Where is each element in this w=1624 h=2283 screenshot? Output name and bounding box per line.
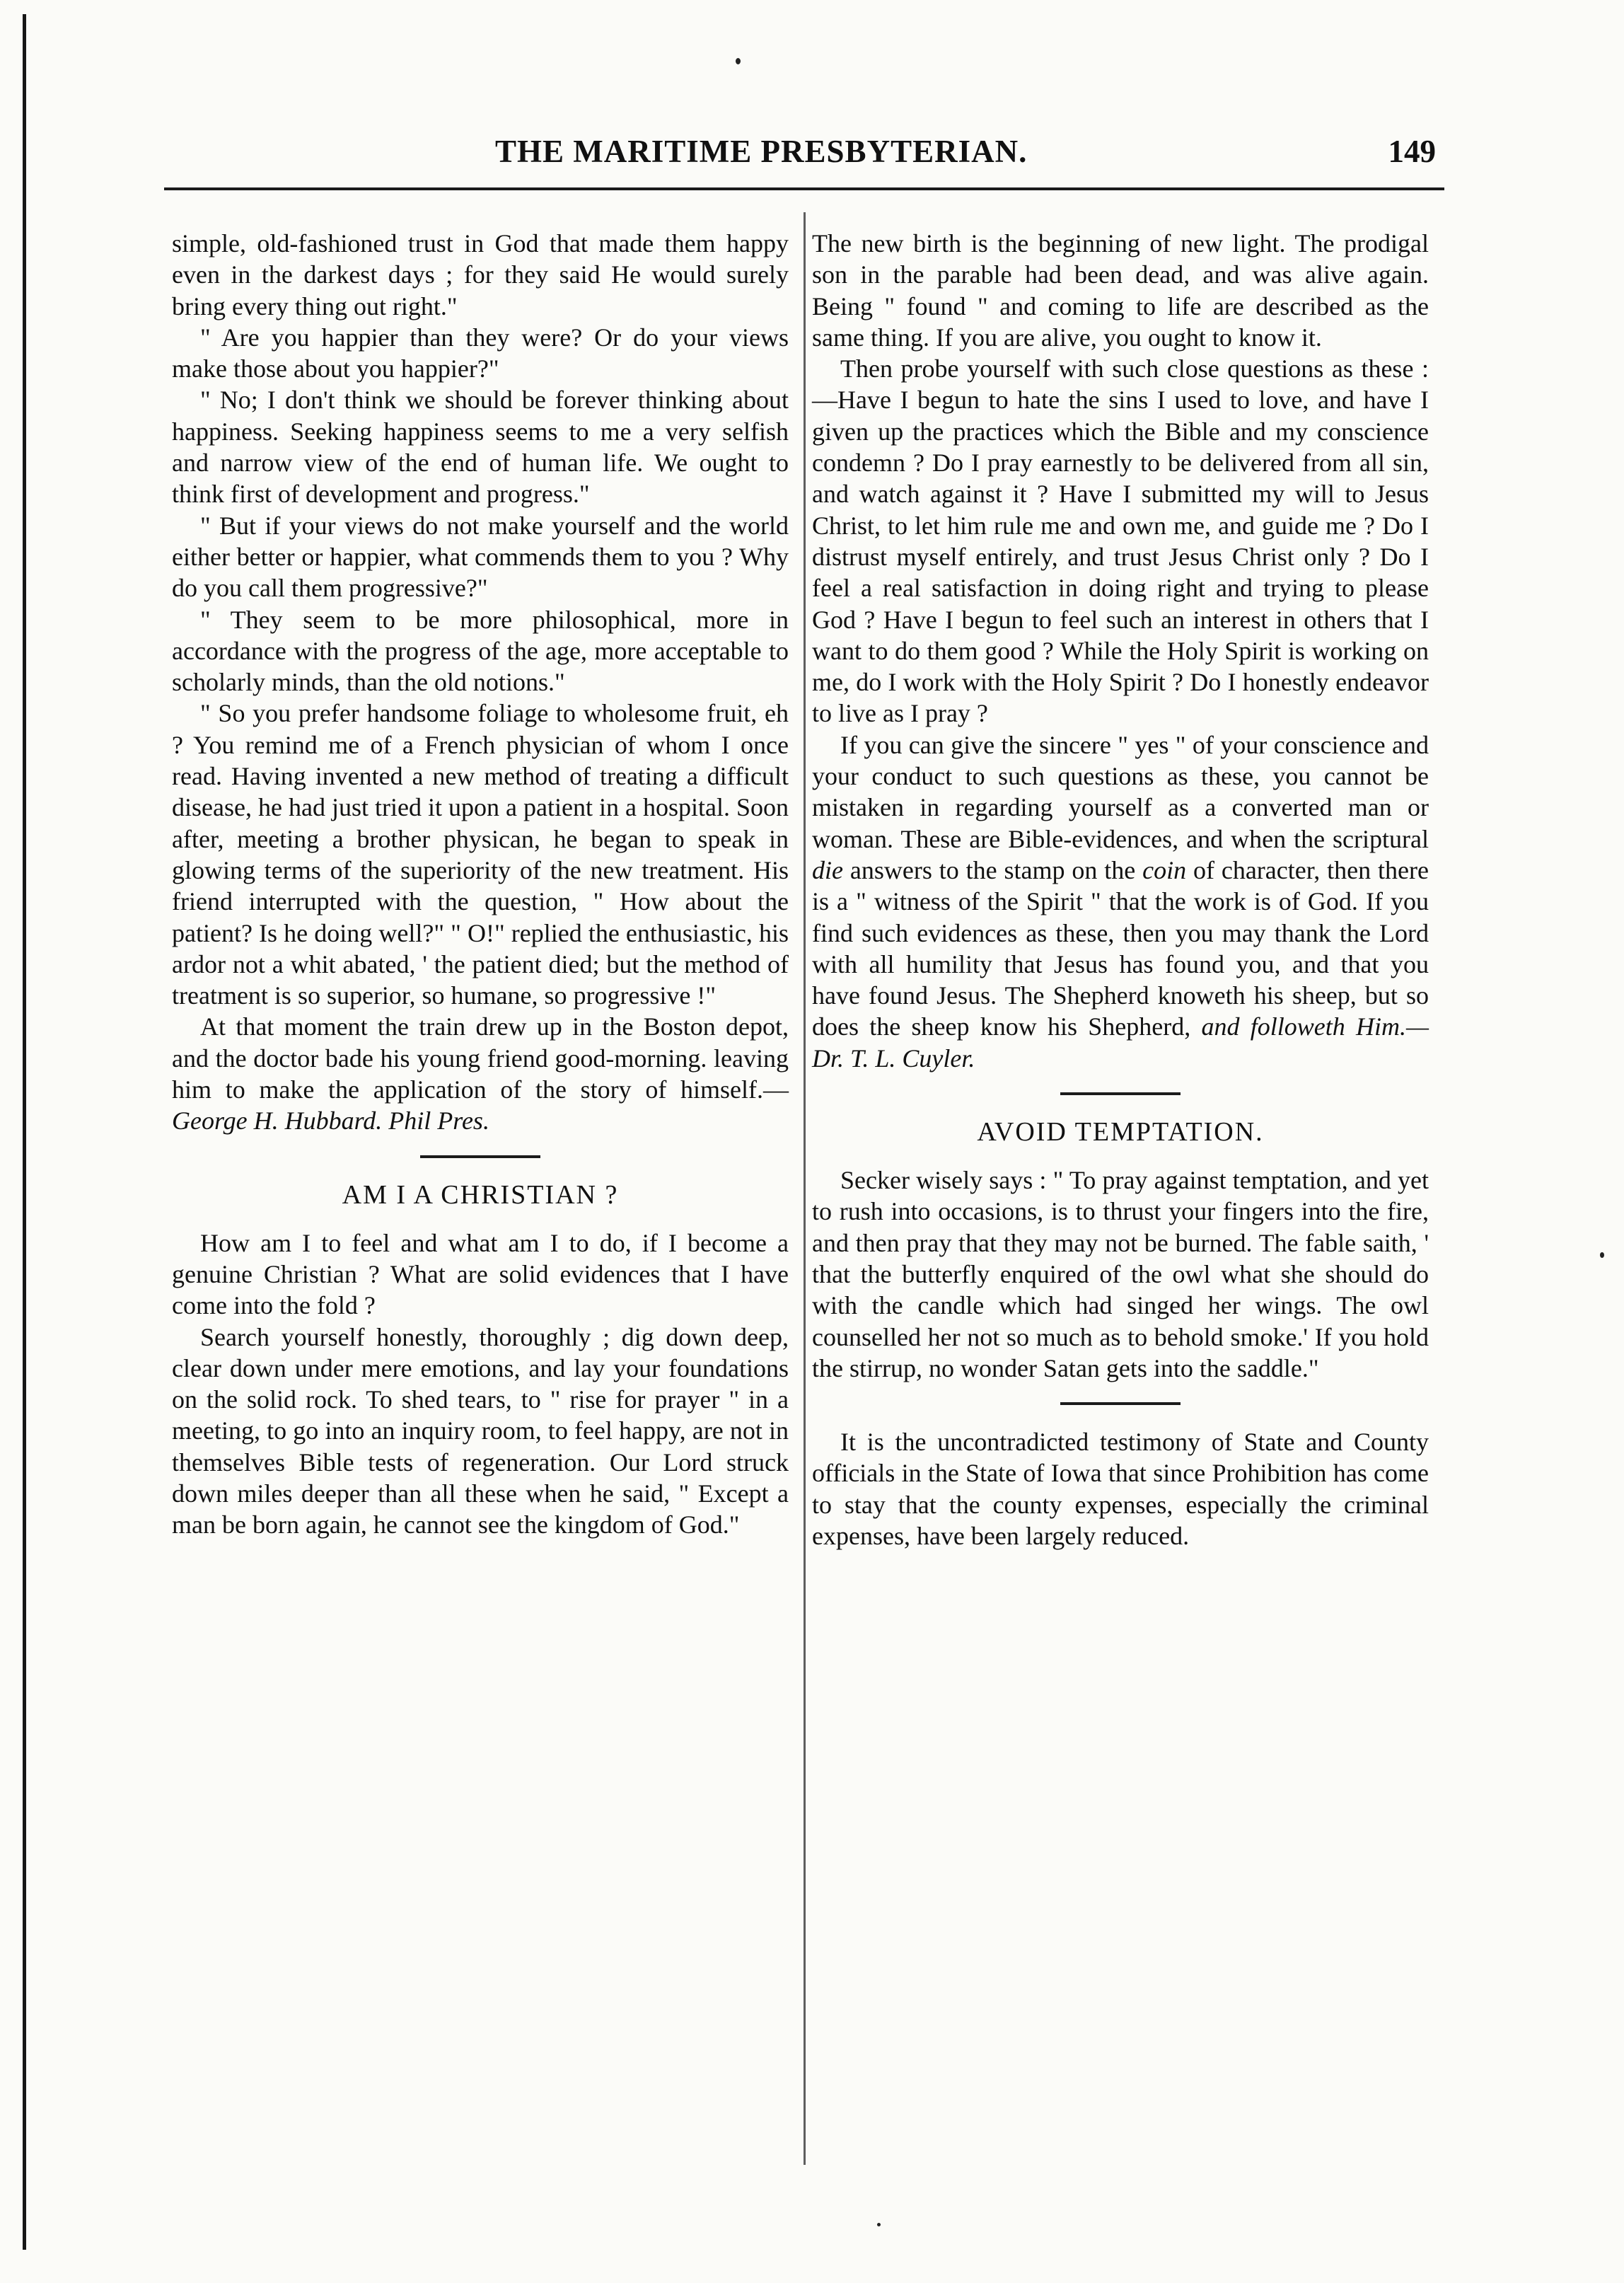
story-paragraph: " They seem to be more philosophical, more in accordance with the progress of the age, more acceptable to scholarly minds, than the old notions." — [172, 605, 789, 697]
story-closing-paragraph — [172, 1011, 789, 1136]
temptation-paragraph: Secker wisely says : " To pray against temptation, and yet to rush into occasions, is to thrust your fingers into the fire, and then pray that they may not be burned. The fable saith, ' that the butterfly enquired of the owl what she should do with the candle which had singed her wings. The owl counselled her not so much as to behold smoke.' If you hold the stirrup, no wonder Satan gets into the saddle." — [812, 1166, 1429, 1382]
header-rule — [164, 187, 1444, 190]
binding-edge-line — [23, 14, 26, 2250]
story-paragraph: " So you prefer handsome foliage to wholesome fruit, eh ? You remind me of a French physician of whom I once read. Having invented a new method of treating a difficult disease, he had just tried it upon a patient in a hospital. Soon after, meeting a brother physican, he began to speak in glowing terms of the superiority of the new treatment. His friend interrupted with the question, " How about the patient? Is he doing well?" " O!" replied the enthusiastic, his ardor not a whit abated, ' the patient died; but the method of treatment is so superior, so humane, so progressive !" — [172, 699, 789, 1010]
article-heading-temptation: AVOID TEMPTATION. — [977, 1117, 1264, 1148]
story-paragraph: simple, old-fashioned trust in God that made them happy even in the darkest days ; for they said He would surely bring every thing out right." — [172, 229, 789, 320]
story-closing-text: At that moment the train drew up in the Boston depot, and the doctor bade his young friend good-morning. leaving him to make the application of the story of himself.— — [172, 1012, 789, 1104]
section-divider — [1060, 1092, 1181, 1095]
print-speck — [736, 58, 741, 64]
print-speck — [877, 2223, 881, 2226]
article-attribution: and followeth Him.— Dr. T. L. Cuyler. — [812, 1012, 1429, 1073]
section-divider — [1060, 1402, 1181, 1405]
paragraph-text: of character, then there is a " witness of the Spirit " that the work is of God. If you find such evidences as these, then you may thank the Lord with all humility that Jesus has found you, and that you have found Jesus. The Shepherd knoweth his sheep, but so does the sheep know his Shepherd, — [812, 855, 1429, 1041]
article-paragraph: How am I to feel and what am I to do, if I become a genuine Christian ? What are solid evidences that I have come into the fold ? — [172, 1228, 789, 1320]
italic-word-die: die — [812, 855, 843, 884]
prohibition-paragraph: It is the uncontradicted testimony of State and County officials in the State of Iowa that since Prohibition has come to stay that the county expenses, especially the criminal expenses, have been largely reduced. — [812, 1428, 1429, 1550]
column-divider — [804, 212, 806, 2165]
running-title: THE MARITIME PRESBYTERIAN. — [495, 134, 1028, 169]
paragraph-text: If you can give the sincere " yes " of your conscience and your conduct to such questions as these, you cannot be mistaken in regarding yourself as a converted man or woman. These are Bible-evidences, and when the scriptural — [812, 730, 1429, 853]
article-continued-paragraph: Then probe yourself with such close questions as these :—Have I begun to hate the sins I used to love, and have I given up the practices which the Bible and my conscience condemn ? Do I pray earnestly to be delivered from all sin, and watch against it ? Have I submitted my will to Jesus Christ, to let him rule me and own me, and guide me ? Do I distrust myself entirely, and trust Jesus Christ only ? Do I feel a real satisfaction in doing right and trying to please God ? Have I begun to feel such an interest in others that I want to do them good ? While the Holy Spirit is working on me, do I work with the Holy Spirit ? Do I honestly endeavor to live as I pray ? — [812, 354, 1429, 728]
left-column — [172, 228, 789, 1541]
paragraph-text: answers to the stamp on the — [842, 855, 1143, 884]
story-paragraph: " No; I don't think we should be forever thinking about happiness. Seeking happiness seems to me a very selfish and narrow view of the end of human life. We ought to think first of development and progress." — [172, 386, 789, 509]
page-header — [163, 133, 1436, 190]
article-continued-paragraph: The new birth is the beginning of new light. The prodigal son in the parable had been dead, and was alive again. Being " found " and coming to life are described as the same thing. If you are alive, you ought to know it. — [812, 229, 1429, 352]
article-heading-christian: AM I A CHRISTIAN ? — [342, 1179, 619, 1210]
section-divider — [420, 1155, 540, 1158]
italic-word-coin: coin — [1142, 855, 1187, 884]
right-column — [812, 228, 1429, 1551]
story-attribution: George H. Hubbard. Phil Pres. — [172, 1106, 489, 1135]
print-speck — [1600, 1252, 1604, 1258]
story-paragraph: " Are you happier than they were? Or do your views make those about you happier?" — [172, 323, 789, 383]
story-paragraph: " But if your views do not make yourself and the world either better or happier, what commends them to you ? Why do you call them progressive?" — [172, 511, 789, 603]
article-paragraph: Search yourself honestly, thoroughly ; dig down deep, clear down under mere emotions, and lay your foundations on the solid rock. To shed tears, to " rise for prayer " in a meeting, to go into an inquiry room, to feel happy, are not in themselves Bible tests of regeneration. Our Lord struck down miles deeper than all these when he said, " Except a man be born again, he cannot see the kingdom of God." — [172, 1322, 789, 1539]
page-number: 149 — [1388, 134, 1436, 169]
article-continued-paragraph — [812, 729, 1429, 1074]
